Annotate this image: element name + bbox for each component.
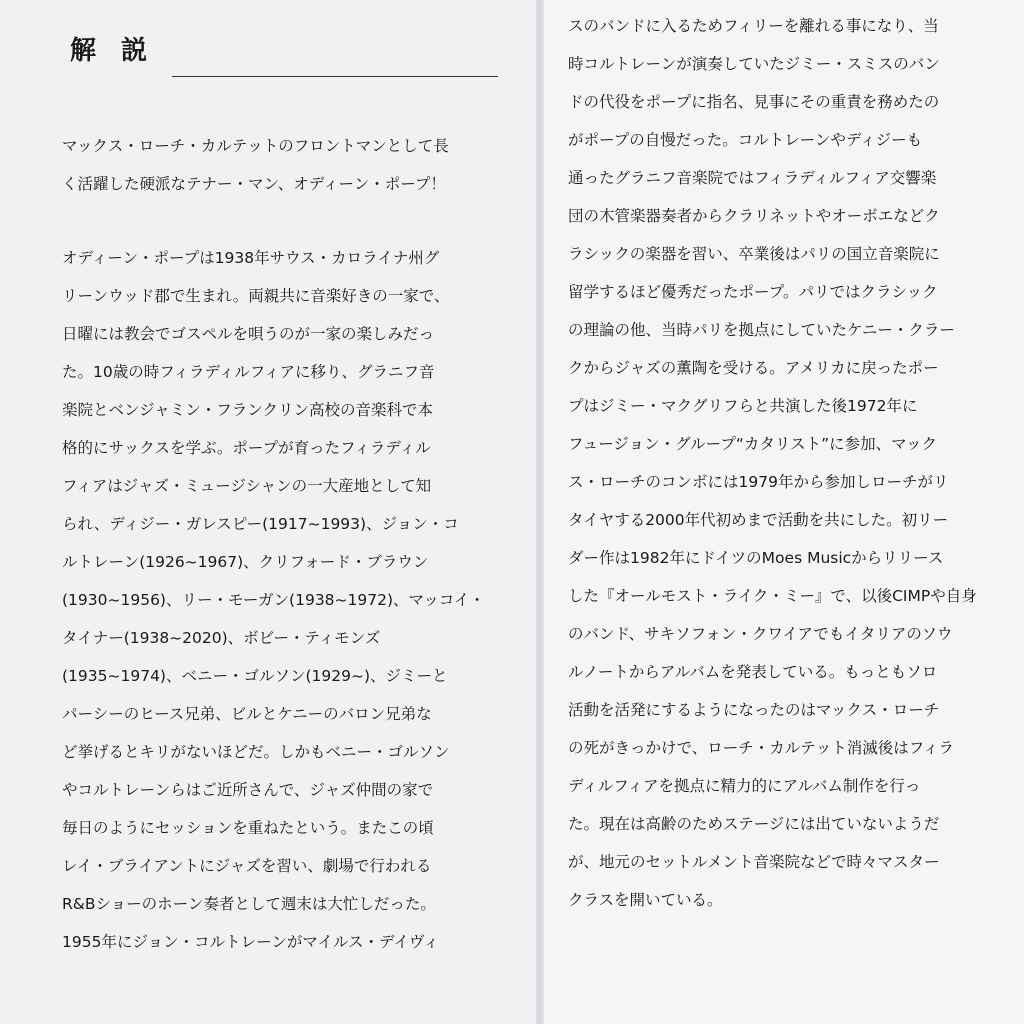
intro-paragraph: マックス・ローチ・カルテットのフロントマンとして長 く活躍した硬派なテナー・マン、オディーン・ポープ！ (62, 137, 449, 193)
page-gutter (536, 0, 544, 1024)
body-text-right-column: スのバンドに入るためフィリーを離れる事になり、当 時コルトレーンが演奏していたジミー・スミスのバン ドの代役をポープに指名、見事にその重責を務めたの がポープの自慢だった。コルトレーンやディジーも 通ったグラニフ音楽院ではフィラディルフィア交響楽 団の木管楽器奏者からクラリネットやオーボエなどク ラシックの楽器を習い、卒業後はパリの国立音楽院に 留学するほど優秀だったポープ。パリではクラシック の理論の他、当時パリを拠点にしていたケニー・クラー クからジャズの薫陶を受ける。アメリカに戻ったポー プはジミー・マクグリフらと共演した後1972年に フュージョン・グループ“カタリスト”に参加、マック ス・ローチのコンボには1979年から参加しローチがリ タイヤする2000年代初めまで活動を共にした。初リー ダー作は1982年にドイツのMoes Musicからリリース した『オールモスト・ライク・ミー』で、以後CIMPや自身 のバンド、サキソフォン・クワイアでもイタリアのソウ ルノートからアルバムを発表している。もっともソロ 活動を活発にするようになったのはマックス・ローチ の死がきっかけで、ローチ・カルテット消滅後はフィラ ディルフィアを拠点に精力的にアルバム制作を行っ た。現在は高齢のためステージには出ていないようだ が、地元のセットルメント音楽院などで時々マスター クラスを開いている。 (568, 17, 977, 909)
title-underline (172, 76, 498, 77)
body-text-left-column: オディーン・ポープは1938年サウス・カロライナ州グ リーンウッド郡で生まれ。両親共に音楽好きの一家で、 日曜には教会でゴスペルを唄うのが一家の楽しみだっ た。10歳の時フィラディルフィアに移り、グラニフ音 楽院とベンジャミン・フランクリン高校の音楽科で本 格的にサックスを学ぶ。ポープが育ったフィラディル フィアはジャズ・ミュージシャンの一大産地として知 られ、ディジー・ガレスピー(1917~1993)、ジョン・コ ルトレーン(1926~1967)、クリフォード・ブラウン (1930~1956)、リー・モーガン(1938~1972)、マッコイ・ タイナー(1938~2020)、ボビー・ティモンズ (1935~1974)、ベニー・ゴルソン(1929~)、ジミーと パーシーのヒース兄弟、ビルとケニーのバロン兄弟な ど挙げるとキリがないほどだ。しかもベニー・ゴルソン やコルトレーンらはご近所さんで、ジャズ仲間の家で 毎日のようにセッションを重ねたという。またこの頃 レイ・ブライアントにジャズを習い、劇場で行われる R&Bショーのホーン奏者として週末は大忙しだった。 1955年にジョン・コルトレーンがマイルス・デイヴィ (62, 249, 485, 951)
page-title: 解 説 (70, 36, 156, 66)
